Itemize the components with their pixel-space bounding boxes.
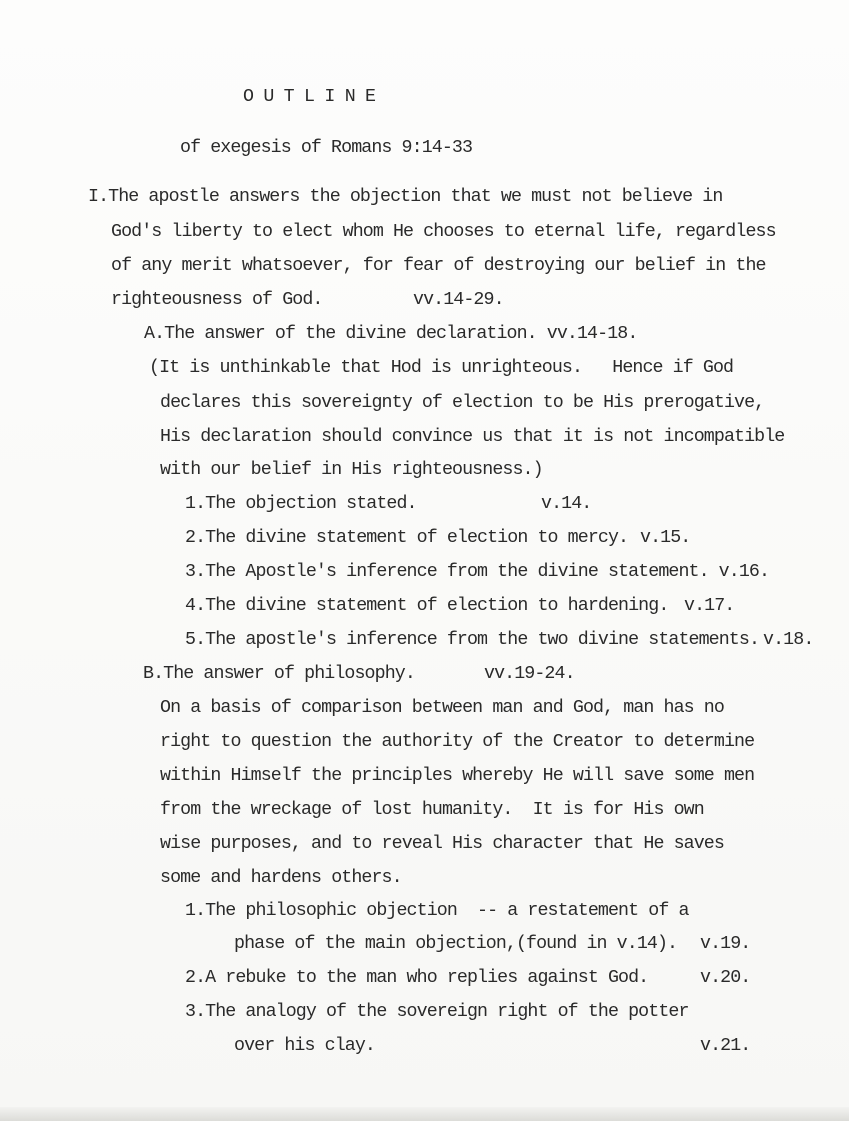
paragraph-line: some and hardens others. bbox=[160, 868, 402, 888]
section-a-heading: A.The answer of the divine declaration. bbox=[144, 324, 537, 344]
section-b-heading: B.The answer of philosophy. bbox=[143, 664, 415, 684]
page-title: O U T L I N E bbox=[243, 87, 376, 107]
section-b-heading-row bbox=[143, 663, 575, 685]
section-i-line: righteousness of God. bbox=[111, 290, 323, 310]
section-i-last-line bbox=[111, 289, 504, 311]
verse-ref: v.14. bbox=[541, 494, 592, 514]
outline-item-row bbox=[185, 629, 813, 651]
outline-item: 1.The objection stated. bbox=[185, 494, 417, 514]
outline-item-row bbox=[185, 967, 750, 989]
outline-item: 3.The Apostle's inference from the divine statement. bbox=[185, 562, 709, 582]
note-line: His declaration should convince us that it is not incompatible bbox=[160, 427, 785, 447]
outline-item-continuation: over his clay. bbox=[234, 1036, 375, 1056]
outline-item-row bbox=[234, 933, 750, 955]
page-edge bbox=[0, 1107, 849, 1121]
verse-ref: v.15. bbox=[640, 528, 691, 548]
verse-ref: v.18. bbox=[763, 630, 814, 650]
section-i-line: God's liberty to elect whom He chooses to eternal life, regardless bbox=[111, 222, 776, 242]
section-a-heading-row bbox=[144, 323, 637, 345]
verse-ref: vv.14-18. bbox=[546, 324, 638, 344]
verse-ref: v.21. bbox=[700, 1036, 751, 1056]
outline-item-row bbox=[185, 527, 690, 549]
verse-ref: v.16. bbox=[718, 562, 770, 582]
paragraph-line: wise purposes, and to reveal His character that He saves bbox=[160, 834, 724, 854]
verse-ref: v.19. bbox=[700, 934, 751, 954]
outline-item: 5.The apostle's inference from the two divine statements. bbox=[185, 630, 760, 650]
subtitle: of exegesis of Romans 9:14-33 bbox=[180, 138, 473, 158]
outline-item: 1.The philosophic objection -- a restatement of a bbox=[185, 901, 689, 921]
paragraph-line: right to question the authority of the Creator to determine bbox=[160, 732, 755, 752]
outline-item-continuation: phase of the main objection,(found in v.14). bbox=[234, 934, 678, 954]
note-line: (It is unthinkable that Hod is unrighteous. Hence if God bbox=[149, 358, 734, 378]
outline-item: 2.The divine statement of election to mercy. bbox=[185, 528, 629, 548]
outline-item: 4.The divine statement of election to hardening. bbox=[185, 596, 669, 616]
verse-ref: v.20. bbox=[700, 968, 751, 988]
note-line: declares this sovereignty of election to be His prerogative, bbox=[160, 393, 765, 413]
outline-item-row bbox=[185, 561, 769, 583]
verse-ref: v.17. bbox=[684, 596, 735, 616]
paragraph-line: On a basis of comparison between man and God, man has no bbox=[160, 698, 724, 718]
verse-ref: vv.19-24. bbox=[484, 664, 575, 684]
section-i-line: I.The apostle answers the objection that we must not believe in bbox=[88, 187, 723, 207]
section-i-line: of any merit whatsoever, for fear of destroying our belief in the bbox=[111, 256, 766, 276]
outline-item: 3.The analogy of the sovereign right of the potter bbox=[185, 1002, 689, 1022]
note-line: with our belief in His righteousness.) bbox=[160, 460, 543, 480]
outline-item-row bbox=[234, 1035, 750, 1057]
outline-item-row bbox=[185, 595, 734, 617]
outline-item-row bbox=[185, 493, 591, 515]
verse-ref: vv.14-29. bbox=[413, 290, 504, 310]
outline-item: 2.A rebuke to the man who replies against God. bbox=[185, 968, 649, 988]
paragraph-line: from the wreckage of lost humanity. It is for His own bbox=[160, 800, 704, 820]
paragraph-line: within Himself the principles whereby He will save some men bbox=[160, 766, 755, 786]
